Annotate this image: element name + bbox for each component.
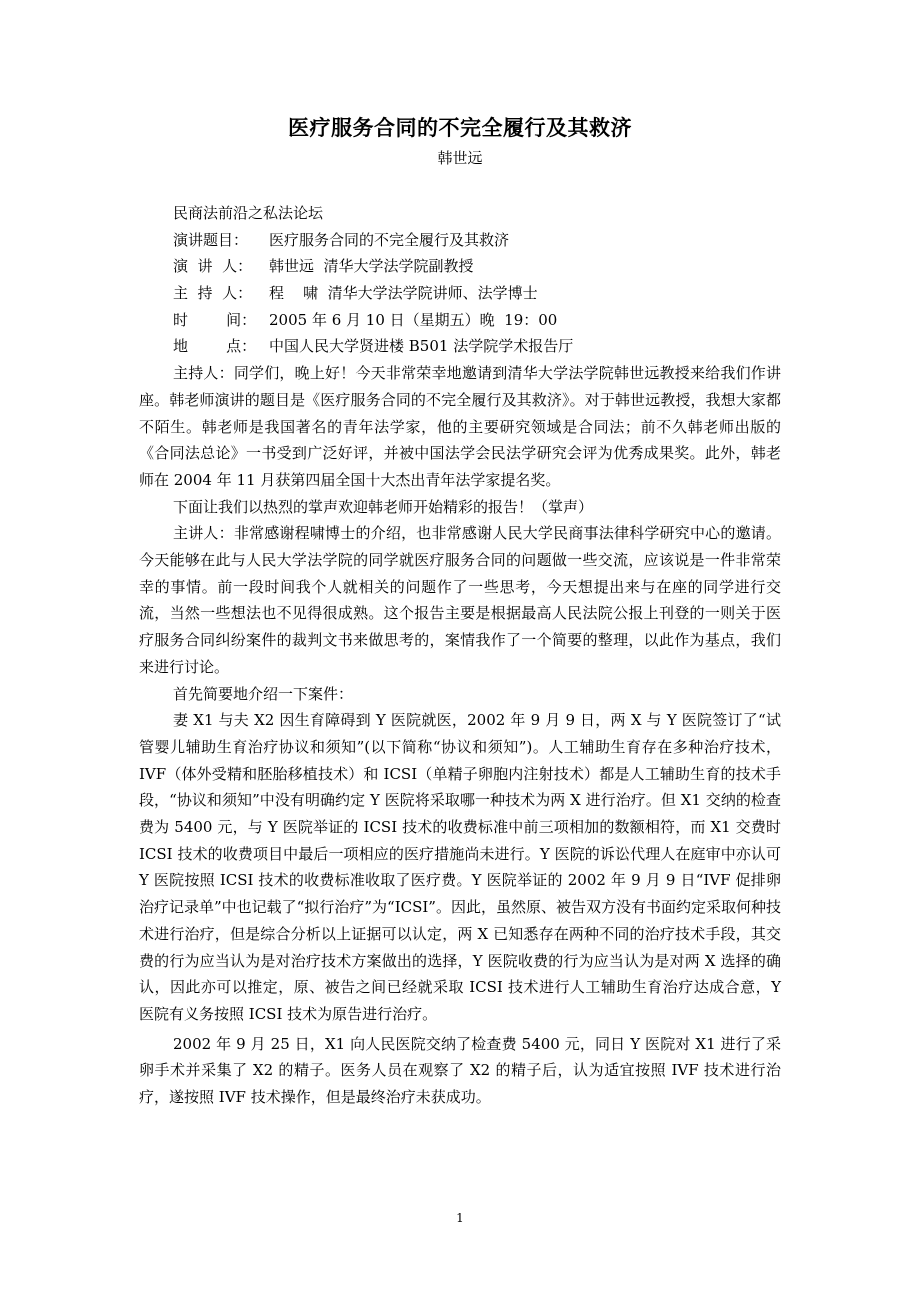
meta-label: 演讲题目：: [173, 230, 249, 249]
document-author: 韩世远: [437, 149, 483, 167]
paragraph-speaker-opening: 主讲人：非常感谢程啸博士的介绍，也非常感谢人民大学民商事法律科学研究中心的邀请。今天能够在此与人民大学法学院的同学就医疗服务合同的问题做一些交流，应该说是一件非常荣幸的事情。前一段时间我个人就相关的问题作了一些思考，今天想提出来与在座的同学进行交流，当然一些想法也不见得很成熟。这个报告主要是根据最高人民法院公报上刊登的一则关于医疗服务合同纠纷案件的裁判文书来做思考的，案情我作了一个简要的整理，以此作为基点，我们来进行讨论。: [139, 524, 781, 676]
meta-value: 中国人民大学贤进楼 B501 法学院学术报告厅: [269, 337, 574, 356]
meta-row-location: [139, 333, 781, 360]
meta-value: 程 啸 清华大学法学院讲师、法学博士: [269, 284, 538, 303]
paragraph-host-intro: 主持人：同学们，晚上好！今天非常荣幸地邀请到清华大学法学院韩世远教授来给我们作讲座。韩老师演讲的题目是《医疗服务合同的不完全履行及其救济》。对于韩世远教授，我想大家都不陌生。韩老师是我国著名的青年法学家，他的主要研究领域是合同法；前不久韩老师出版的《合同法总论》一书受到广泛好评，并被中国法学会民法学研究会评为优秀成果奖。此外，韩老师在 2004 年 11 月获第四届全国十大杰出青年法学家提名奖。: [139, 364, 781, 489]
forum-name: 民商法前沿之私法论坛: [173, 204, 324, 222]
meta-row-topic: [139, 227, 781, 254]
paragraph-applause: 下面让我们以热烈的掌声欢迎韩老师开始精彩的报告！（掌声）: [173, 497, 594, 516]
paragraph-case-intro: 首先简要地介绍一下案件：: [173, 684, 354, 703]
document-title: 医疗服务合同的不完全履行及其救济: [288, 116, 632, 140]
meta-label: 演 讲 人：: [173, 257, 253, 276]
paragraph-case-facts: 妻 X1 与夫 X2 因生育障碍到 Y 医院就医，2002 年 9 月 9 日，两 X 与 Y 医院签订了“试管婴儿辅助生育治疗协议和须知”(以下简称“协议和须知”)。人工辅助生育存在多种治疗技术，IVF（体外受精和胚胎移植技术）和 ICSI（单精子卵胞内注射技术）都是人工辅助生育的技术手段，“协议和须知”中没有明确约定 Y 医院将采取哪一种技术为两 X 进行治疗。但 X1 交纳的检查费为 5400 元，与 Y 医院举证的 ICSI 技术的收费标准中前三项相加的数额相符，而 X1 交费时 ICSI 技术的收费项目中最后一项相应的医疗措施尚未进行。Y 医院的诉讼代理人在庭审中亦认可 Y 医院按照 ICSI 技术的收费标准收取了医疗费。Y 医院举证的 2002 年 9 月 9 日“IVF 促排卵治疗记录单”中也记载了“拟行治疗”为“ICSI”。因此，虽然原、被告双方没有书面约定采取何种技术进行治疗，但是综合分析以上证据可以认定，两 X 已知悉存在两种不同的治疗技术手段，其交费的行为应当认为是对治疗技术方案做出的选择，Y 医院收费的行为应当认为是对两 X 选择的确认，因此亦可以推定，原、被告之间已经就采取 ICSI 技术进行人工辅助生育治疗达成合意，Y 医院有义务按照 ICSI 技术为原告进行治疗。: [139, 711, 781, 1023]
meta-label: 时 间：: [173, 310, 257, 329]
meta-row-speaker: [139, 253, 781, 280]
meta-value: 2005 年 6 月 10 日（星期五）晚 19：00: [269, 310, 558, 329]
meta-label: 地 点：: [173, 337, 257, 356]
page-number: 1: [456, 1211, 464, 1225]
meta-row-host: [139, 280, 781, 307]
paragraph-case-treatment: 2002 年 9 月 25 日，X1 向人民医院交纳了检查费 5400 元，同日 Y 医院对 X1 进行了采卵手术并采集了 X2 的精子。医务人员在观察了 X2 的精子后，认为适宜按照 IVF 技术进行治疗，遂按照 IVF 技术操作，但是最终治疗未获成功。: [139, 1034, 781, 1107]
meta-label: 主 持 人：: [173, 284, 253, 303]
meta-value: 医疗服务合同的不完全履行及其救济: [269, 230, 510, 249]
document-body: [139, 200, 781, 1111]
meta-value: 韩世远 清华大学法学院副教授: [269, 257, 474, 276]
meta-row-time: [139, 307, 781, 334]
